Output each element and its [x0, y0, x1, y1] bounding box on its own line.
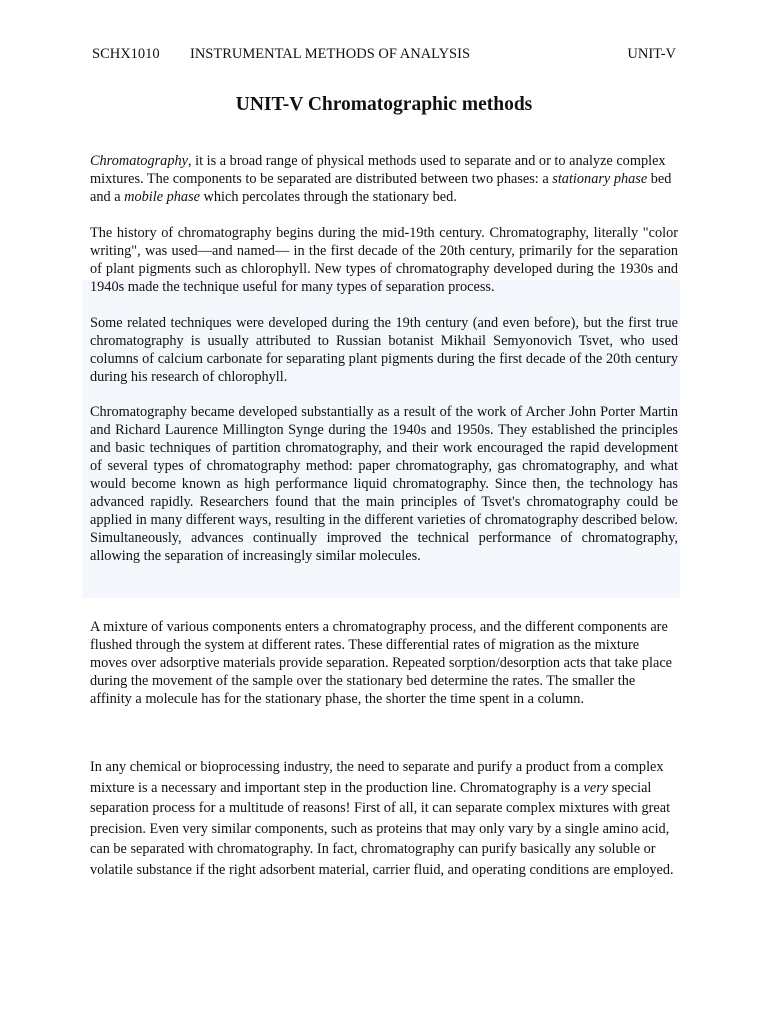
- term-chromatography: Chromatography: [90, 153, 188, 169]
- paragraph-process: A mixture of various components enters a chromatography process, and the different components are flushed through the system at different rates. These differential rates of migration as the mixture moves over adsorptive materials provide separation. Repeated sorption/desorption acts that take place during the movement of the sample over the stationary bed determine the rates. The smaller the affinity a molecule has for the stationary phase, the shorter the time spent in a column.: [90, 619, 673, 707]
- paragraph-martin-synge: Chromatography became developed substantially as a result of the work of Archer John Porter Martin and Richard Laurence Millington Synge during the 1940s and 1950s. They established the principles and basic techniques of partition chromatography, and their work encouraged the rapid development of several types of chromatography method: paper chromatography, gas chromatography, and what would become known as high performance liquid chromatography. Since then, the technology has advanced rapidly. Researchers found that the main principles of Tsvet's chromatography could be applied in many different ways, resulting in the different varieties of chromatography described below. Simultaneously, advances continually improved the technical performance of chromatography, allowing the separation of increasingly similar molecules.: [90, 404, 678, 564]
- paragraph-industry: In any chemical or bioprocessing industry, the need to separate and purify a product from a complex mixture is a necessary and important step in the production line. Chromatography is a very special separation process for a multitude of reasons! First of all, it can separate complex mixtures with great precision. Even very similar components, such as proteins that may only vary by a single amino acid, can be separated with chromatography. In fact, chromatography can purify basically any soluble or volatile substance if the right adsorbent material, carrier fluid, and operating conditions are employed.: [90, 759, 674, 878]
- header-course-code: SCHX1010: [92, 46, 160, 62]
- term-mobile-phase: mobile phase: [124, 189, 200, 205]
- header-course-title: INSTRUMENTAL METHODS OF ANALYSIS: [190, 46, 471, 62]
- emphasis-very: very: [583, 779, 609, 796]
- page-title: UNIT-V Chromatographic methods: [235, 94, 533, 115]
- paragraph-definition: Chromatography, it is a broad range of physical methods used to separate and or to analyze complex mixtures. The components to be separated are distributed between two phases: a stationary phase bed and a mobile phase which percolates through the stationary bed.: [90, 153, 672, 205]
- paragraph-tsvet: Some related techniques were developed during the 19th century (and even before), but the first true chromatography is usually attributed to Russian botanist Mikhail Semyonovich Tsvet, who used columns of calcium carbonate for separating plant pigments during the first decade of the 20th century during his research of chlorophyll.: [90, 315, 678, 385]
- header-unit: UNIT-V: [627, 46, 676, 62]
- paragraph-history: The history of chromatography begins during the mid-19th century. Chromatography, literally "color writing", was used—and named— in the first decade of the 20th century, primarily for the separation of plant pigments such as chlorophyll. New types of chromatography developed during the 1930s and 1940s made the technique useful for many types of separation process.: [90, 225, 678, 295]
- term-stationary-phase: stationary phase: [552, 171, 648, 187]
